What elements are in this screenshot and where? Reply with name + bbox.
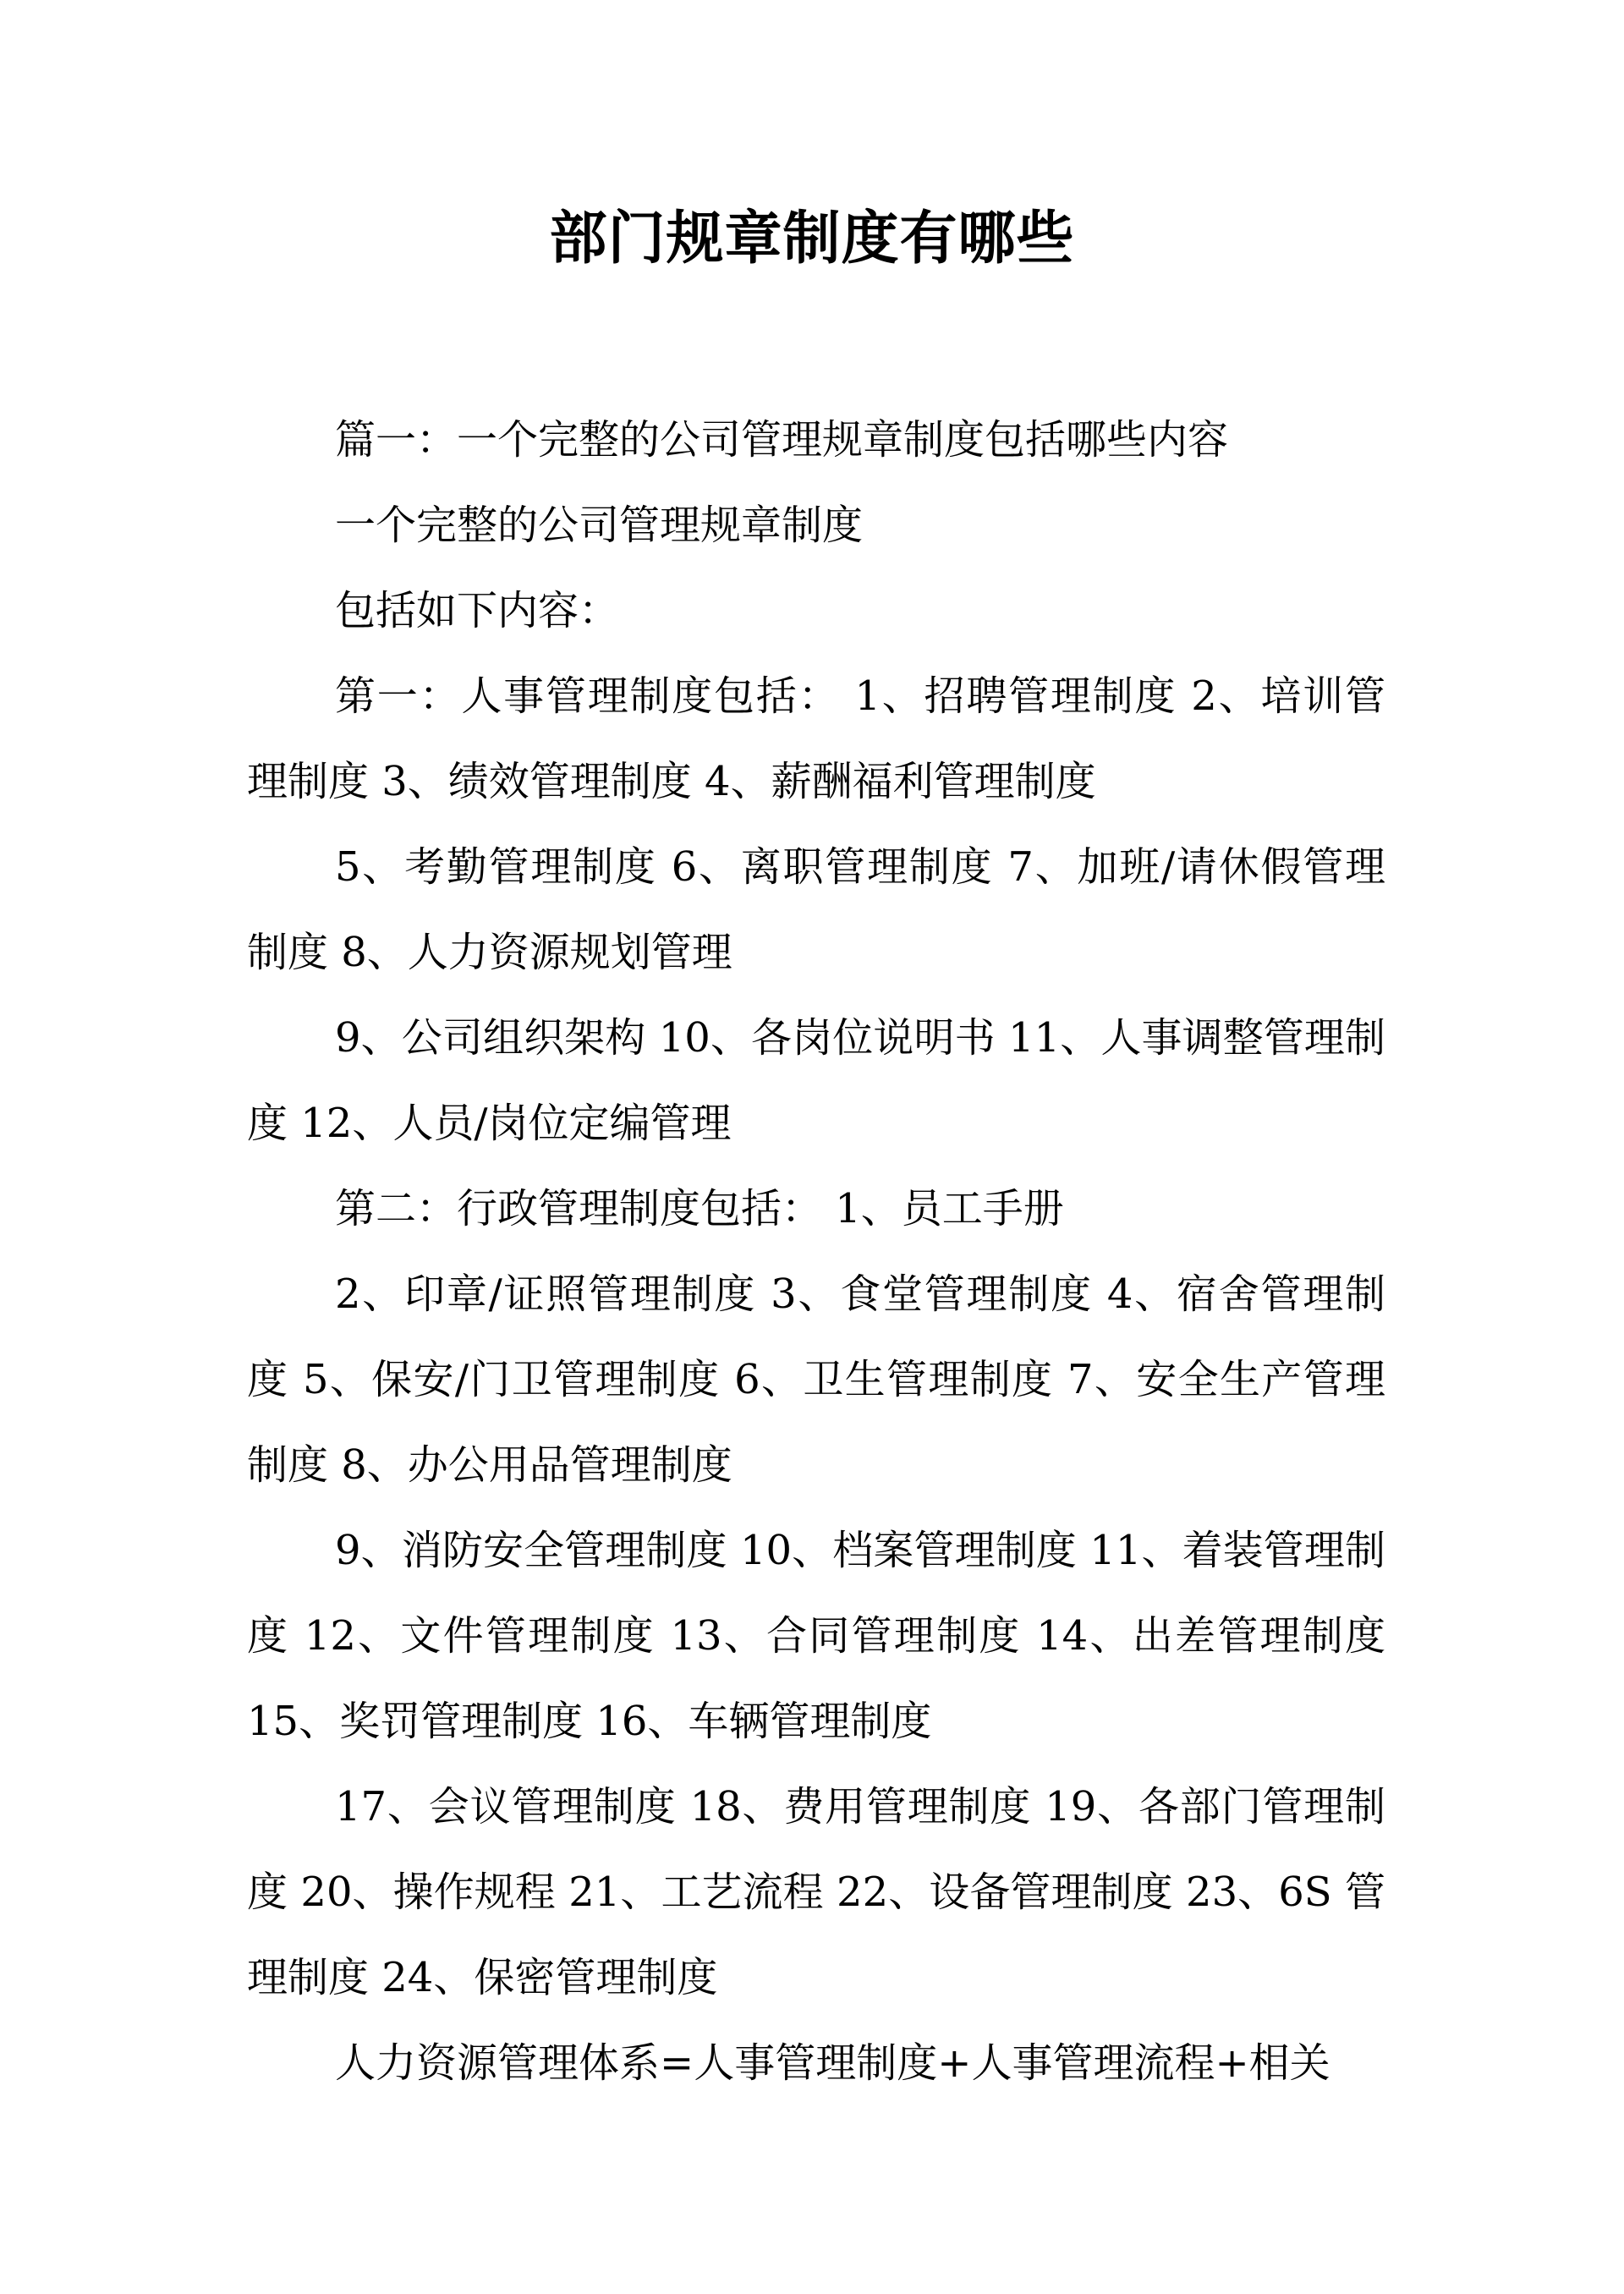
document-title: 部门规章制度有哪些 — [549, 206, 1075, 272]
paragraph: 9、公司组织架构 10、各岗位说明书 11、人事调整管理制度 12、人员/岗位定编管理 — [247, 1014, 1385, 1147]
paragraph: 2、印章/证照管理制度 3、食堂管理制度 4、宿舍管理制度 5、保安/门卫管理制度 6、卫生管理制度 7、安全生产管理制度 8、办公用品管理制度 — [247, 1270, 1385, 1489]
paragraph: 5、考勤管理制度 6、离职管理制度 7、加班/请休假管理制度 8、人力资源规划管理 — [247, 843, 1385, 976]
paragraph: 第二：行政管理制度包括： 1、员工手册 — [335, 1185, 1064, 1232]
document-body — [247, 398, 1385, 2106]
paragraph: 包括如下内容： — [335, 587, 620, 634]
paragraph: 第一：人事管理制度包括： 1、招聘管理制度 2、培训管理制度 3、绩效管理制度 4、薪酬福利管理制度 — [247, 672, 1385, 805]
paragraph: 人力资源管理体系=人事管理制度+人事管理流程+相关 — [335, 2039, 1330, 2087]
paragraph: 17、会议管理制度 18、费用管理制度 19、各部门管理制度 20、操作规程 21、工艺流程 22、设备管理制度 23、6S 管理制度 24、保密管理制度 — [247, 1783, 1385, 2001]
paragraph: 9、消防安全管理制度 10、档案管理制度 11、着装管理制度 12、文件管理制度 13、合同管理制度 14、出差管理制度 15、奖罚管理制度 16、车辆管理制度 — [247, 1527, 1385, 1745]
paragraph: 一个完整的公司管理规章制度 — [335, 502, 864, 549]
paragraph: 篇一：一个完整的公司管理规章制度包括哪些内容 — [335, 416, 1229, 464]
